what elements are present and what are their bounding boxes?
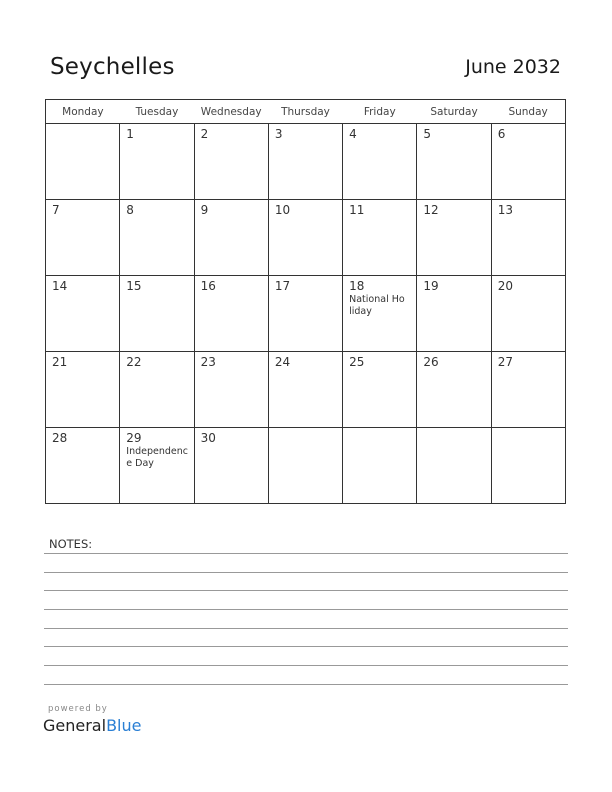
- day-number: 26: [423, 355, 439, 369]
- day-cell: [46, 352, 120, 428]
- day-number: 9: [200, 203, 209, 217]
- note-line: [44, 684, 568, 685]
- day-cell: [120, 428, 194, 504]
- day-cell: [343, 276, 417, 352]
- day-cell: [491, 200, 565, 276]
- day-cell: [417, 124, 491, 200]
- day-number: 14: [52, 279, 68, 293]
- day-cell: [343, 352, 417, 428]
- day-number: 2: [200, 127, 209, 141]
- day-cell: [491, 124, 565, 200]
- day-cell: [343, 200, 417, 276]
- weekday-header: Monday: [46, 100, 120, 124]
- day-number: 6: [497, 127, 506, 141]
- weekday-header: Friday: [343, 100, 417, 124]
- day-number: 7: [52, 203, 60, 217]
- note-line: [44, 665, 568, 666]
- day-number: 20: [497, 279, 513, 293]
- note-line: [44, 646, 568, 647]
- weekday-header: Thursday: [268, 100, 342, 124]
- day-cell: [268, 428, 342, 504]
- weekday-header: Tuesday: [120, 100, 194, 124]
- calendar-grid: [45, 99, 566, 504]
- holiday-label: National Holiday: [349, 294, 405, 317]
- weekday-header: Saturday: [417, 100, 491, 124]
- day-cell: [491, 276, 565, 352]
- day-number: 28: [52, 431, 68, 445]
- day-cell: [343, 124, 417, 200]
- day-cell: [194, 352, 268, 428]
- day-cell: [268, 124, 342, 200]
- day-number: 13: [497, 203, 513, 217]
- note-line: [44, 572, 568, 573]
- day-number: 17: [274, 279, 291, 293]
- weekday-header: Wednesday: [194, 100, 268, 124]
- week-row: [46, 352, 566, 428]
- day-number: 22: [126, 355, 142, 369]
- day-number: 15: [126, 279, 142, 293]
- day-cell: [417, 428, 491, 504]
- day-number: 24: [274, 355, 291, 369]
- day-number: 19: [423, 279, 439, 293]
- week-row: [46, 428, 566, 504]
- day-number: 1: [126, 127, 134, 141]
- day-cell: [268, 200, 342, 276]
- generalblue-logo: [43, 716, 141, 735]
- holiday-label: Independence Day: [126, 446, 188, 469]
- day-number: 16: [200, 279, 216, 293]
- day-number: 3: [274, 127, 283, 141]
- day-number: 29: [126, 431, 142, 445]
- note-line: [44, 590, 568, 591]
- day-cell: [46, 200, 120, 276]
- day-number: 23: [200, 355, 216, 369]
- day-number: 18: [349, 279, 365, 293]
- day-cell: [194, 124, 268, 200]
- day-cell: [343, 428, 417, 504]
- week-row: [46, 200, 566, 276]
- day-number: 25: [349, 355, 365, 369]
- brand-blue: Blue: [106, 716, 142, 735]
- day-cell: [491, 352, 565, 428]
- day-cell: [46, 428, 120, 504]
- week-row: [46, 124, 566, 200]
- day-number: 21: [52, 355, 68, 369]
- day-number: 11: [349, 203, 365, 217]
- day-number: 4: [349, 127, 357, 141]
- notes-label: NOTES:: [49, 537, 93, 551]
- day-number: 5: [423, 127, 432, 141]
- day-number: 10: [274, 203, 291, 217]
- weekday-header-row: [46, 100, 566, 124]
- day-number: 12: [423, 203, 439, 217]
- day-cell: [194, 428, 268, 504]
- day-number: 27: [497, 355, 513, 369]
- day-cell: [491, 428, 565, 504]
- day-cell: [194, 276, 268, 352]
- note-line: [44, 628, 568, 629]
- day-number: 30: [200, 431, 216, 445]
- day-cell: [120, 124, 194, 200]
- day-cell: [417, 200, 491, 276]
- country-title: Seychelles: [50, 54, 175, 80]
- day-cell: [417, 352, 491, 428]
- note-line: [44, 553, 568, 554]
- day-cell: [46, 276, 120, 352]
- day-cell: [268, 352, 342, 428]
- powered-by-text: powered by: [48, 704, 108, 714]
- week-row: [46, 276, 566, 352]
- weekday-header: Sunday: [491, 100, 565, 124]
- day-cell: [46, 124, 120, 200]
- day-number: 8: [126, 203, 134, 217]
- day-cell: [417, 276, 491, 352]
- month-year-title: June 2032: [465, 56, 561, 78]
- day-cell: [194, 200, 268, 276]
- day-cell: [120, 352, 194, 428]
- note-line: [44, 609, 568, 610]
- brand-general: General: [43, 716, 107, 735]
- day-cell: [268, 276, 342, 352]
- day-cell: [120, 200, 194, 276]
- day-cell: [120, 276, 194, 352]
